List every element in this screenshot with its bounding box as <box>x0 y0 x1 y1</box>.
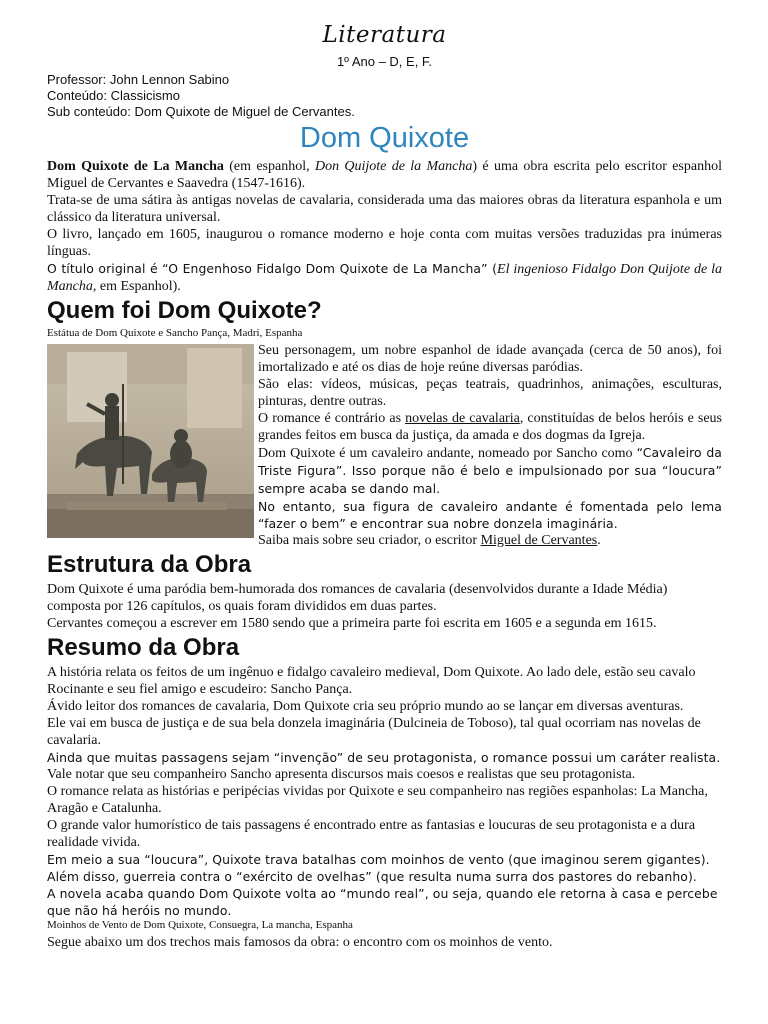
resumo-paragraph-9: Além disso, guerreia contra o “exército de ovelhas” (que resulta numa surra dos pastores do rebanho). <box>47 869 697 884</box>
resumo-paragraph-8: Em meio a sua “loucura”, Quixote trava batalhas com moinhos de vento (que imaginou serem gigantes). <box>47 852 710 867</box>
statue-side-text <box>258 342 722 549</box>
intro-paragraph-2: Trata-se de uma sátira às antigas novelas de cavalaria, considerada uma das maiores obras da literatura espanhola e um clássico da literatura universal. <box>47 193 722 225</box>
estrutura-paragraph-2: Cervantes começou a escrever em 1580 sendo que a primeira parte foi escrita em 1605 e a segunda em 1615. <box>47 616 657 631</box>
statue-photo <box>47 344 254 538</box>
subcontent-line: Sub conteúdo: Dom Quixote de Miguel de Cervantes. <box>47 104 355 119</box>
intro-italic-title: Don Quijote de la Mancha <box>314 159 473 174</box>
statue-caption: Estátua de Dom Quixote e Sancho Pança, Madri, Espanha <box>47 327 303 339</box>
resumo-paragraph-2: Ávido leitor dos romances de cavalaria, Dom Quixote cria seu próprio mundo ao se lançar em diversas aventuras. <box>47 699 684 714</box>
section-heading-estrutura: Estrutura da Obra <box>47 551 252 578</box>
resumo-paragraph-3: Ele vai em busca de justiça e de sua bela donzela imaginária (Dulcineia de Toboso), tal qual ocorriam nas novelas de cavalaria. <box>47 716 701 748</box>
quixote-text: Dom Quixote é um cavaleiro andante, nomeado por Sancho como <box>258 446 637 461</box>
resumo-paragraph-7: O grande valor humorístico de tais passagens é encontrado entre as fantasias e loucuras de seu protagonista e a dura realidade vivida. <box>47 818 696 850</box>
quixote-paragraph-3 <box>258 410 722 444</box>
intro-text: , em Espanhol). <box>92 279 181 294</box>
intro-text: O título original é “O Engenhoso Fidalgo Dom Quixote de La Mancha” ( <box>47 261 498 276</box>
document-title: Literatura <box>322 22 447 48</box>
resumo-paragraph-4: Ainda que muitas passagens sejam “invenção” de seu protagonista, o romance possui um caráter realista. <box>47 750 721 765</box>
document-meta <box>47 72 722 120</box>
statue-figure-row <box>47 342 722 549</box>
grade-line: 1º Ano – D, E, F. <box>336 54 433 69</box>
quixote-text: Saiba mais sobre seu criador, o escritor <box>258 533 481 548</box>
section-heading-quem-foi: Quem foi Dom Quixote? <box>47 297 322 324</box>
resumo-paragraph-5: Vale notar que seu companheiro Sancho apresenta discursos mais coesos e realistas que seu protagonista. <box>47 767 636 782</box>
estrutura-paragraph-1: Dom Quixote é uma paródia bem-humorada dos romances de cavalaria (desenvolvidos durante a Idade Média) composta por 126 capítulos, os quais foram divididos em duas partes. <box>47 582 668 614</box>
cervantes-link[interactable]: Miguel de Cervantes <box>480 533 598 548</box>
resumo-paragraph-1: A história relata os feitos de um ingênuo e fidalgo cavaleiro medieval, Dom Quixote. Ao lado dele, estão seu cavalo Rocinante e seu fiel amigo e escudeiro: Sancho Pança. <box>47 665 696 697</box>
intro-bold-title: Dom Quixote de La Mancha <box>47 159 224 174</box>
content-line: Conteúdo: Classicismo <box>47 88 180 103</box>
quixote-paragraph-4 <box>258 444 722 498</box>
windmill-caption: Moinhos de Vento de Dom Quixote, Consuegra, La mancha, Espanha <box>47 919 353 931</box>
intro-paragraph-4 <box>47 260 722 295</box>
intro-paragraph-1 <box>47 158 722 192</box>
resumo-paragraph-11: Segue abaixo um dos trechos mais famosos da obra: o encontro com os moinhos de vento. <box>47 935 553 950</box>
novelas-cavalaria-link[interactable]: novelas de cavalaria <box>405 411 520 426</box>
quixote-text: O romance é contrário as <box>258 411 406 426</box>
resumo-paragraph-10: A novela acaba quando Dom Quixote volta ao “mundo real”, ou seja, quando ele retorna à casa e percebe que não há heróis no mundo. <box>47 886 718 918</box>
section-heading-resumo: Resumo da Obra <box>47 634 240 661</box>
intro-paragraph-3: O livro, lançado em 1605, inaugurou o romance moderno e hoje conta com muitas versões traduzidas pra inúmeras línguas. <box>47 227 722 259</box>
quixote-paragraph-1: Seu personagem, um nobre espanhol de idade avançada (cerca de 50 anos), foi imortalizado e até os dias de hoje reúne diversas paródias. <box>258 343 722 375</box>
professor-line: Professor: John Lennon Sabino <box>47 72 230 87</box>
main-heading: Dom Quixote <box>299 122 470 154</box>
statue-illustration <box>47 344 254 538</box>
quixote-text: , constituídas de belos heróis e seus grandes feitos em busca da justiça, da amada e dos dogmas da Igreja. <box>258 411 723 443</box>
intro-original-title: El ingenioso Fidalgo Don Quijote de la Mancha <box>47 262 722 294</box>
quixote-paragraph-2: São elas: vídeos, músicas, peças teatrais, quadrinhos, animações, esculturas, pinturas, dentre outras. <box>258 377 722 409</box>
quixote-text: “Cavaleiro da Triste Figura”. Isso porque não é belo e impulsionado por sua “loucura” sempre acaba se dando mal. <box>258 445 722 496</box>
intro-text: (em espanhol, <box>223 159 315 174</box>
quixote-text: . <box>597 533 601 548</box>
intro-text: ) é uma obra escrita pelo escritor espanhol Miguel de Cervantes e Saavedra (1547-1616). <box>47 159 722 191</box>
resumo-paragraph-6: O romance relata as histórias e peripécias vividas por Quixote e seu companheiro nas regiões espanholas: La Mancha, Aragão e Catalunha. <box>47 784 708 816</box>
quixote-paragraph-5: No entanto, sua figura de cavaleiro andante é fomentada pelo lema “fazer o bem” e encontrar sua nobre donzela imaginária. <box>258 499 722 531</box>
quixote-paragraph-6 <box>258 532 722 549</box>
